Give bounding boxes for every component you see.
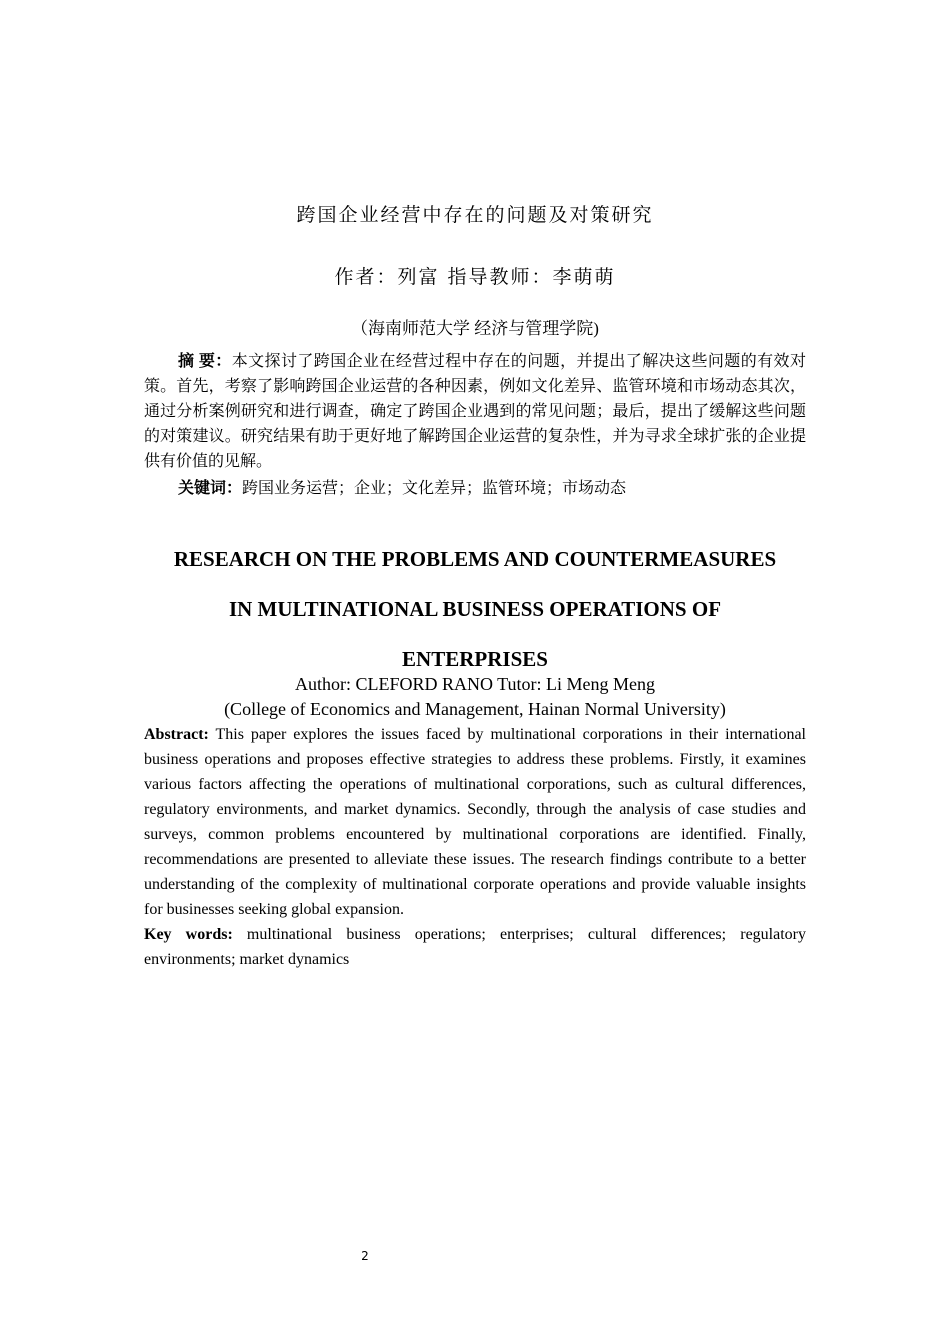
english-keywords bbox=[144, 922, 806, 972]
english-abstract bbox=[144, 722, 806, 922]
english-title bbox=[0, 534, 950, 684]
chinese-abstract bbox=[144, 349, 806, 474]
english-abstract-text: This paper explores the issues faced by multinational corporations in their international business operations and proposes effective strategies to address these problems. Firstly, it examines various factors affecting the operations of multinational corporations, such as cultural differences, regulatory environments, and market dynamics. Secondly, through the analysis of case studies and surveys, common problems encountered by multinational corporations are identified. Finally, recommendations are presented to alleviate these issues. The research findings contribute to a better understanding of the complexity of multinational corporate operations and provide valuable insights for businesses seeking global expansion. bbox=[144, 726, 806, 918]
chinese-keywords bbox=[144, 476, 806, 501]
chinese-keywords-text: 跨国业务运营；企业；文化差异；监管环境；市场动态 bbox=[242, 480, 627, 497]
english-keywords-text: multinational business operations; enterprises; cultural differences; regulatory environments; market dynamics bbox=[144, 926, 806, 968]
chinese-keywords-label: 关键词： bbox=[178, 480, 243, 497]
english-title-line: RESEARCH ON THE PROBLEMS AND COUNTERMEASURES bbox=[173, 547, 777, 571]
english-abstract-label: Abstract: bbox=[144, 726, 209, 743]
english-title-line: ENTERPRISES bbox=[402, 647, 548, 671]
english-affiliation: (College of Economics and Management, Hainan Normal University) bbox=[224, 699, 726, 719]
english-keywords-label: Key words: bbox=[144, 926, 233, 943]
page-number: 2 bbox=[361, 1249, 369, 1263]
english-author-line: Author: CLEFORD RANO Tutor: Li Meng Meng bbox=[294, 674, 656, 694]
chinese-title: 跨国企业经营中存在的问题及对策研究 bbox=[296, 204, 654, 226]
chinese-author-line: 作者：列富 指导教师：李萌萌 bbox=[334, 266, 616, 288]
chinese-abstract-label: 摘 要： bbox=[178, 353, 232, 370]
english-title-line: IN MULTINATIONAL BUSINESS OPERATIONS OF bbox=[228, 597, 722, 621]
chinese-affiliation: （海南师范大学 经济与管理学院) bbox=[351, 319, 599, 338]
chinese-abstract-text: 本文探讨了跨国企业在经营过程中存在的问题，并提出了解决这些问题的有效对策。首先，考察了影响跨国企业运营的各种因素，例如文化差异、监管环境和市场动态其次，通过分析案例研究和进行调查，确定了跨国企业遇到的常见问题；最后，提出了缓解这些问题的对策建议。研究结果有助于更好地了解跨国企业运营的复杂性，并为寻求全球扩张的企业提供有价值的见解。 bbox=[144, 353, 806, 470]
